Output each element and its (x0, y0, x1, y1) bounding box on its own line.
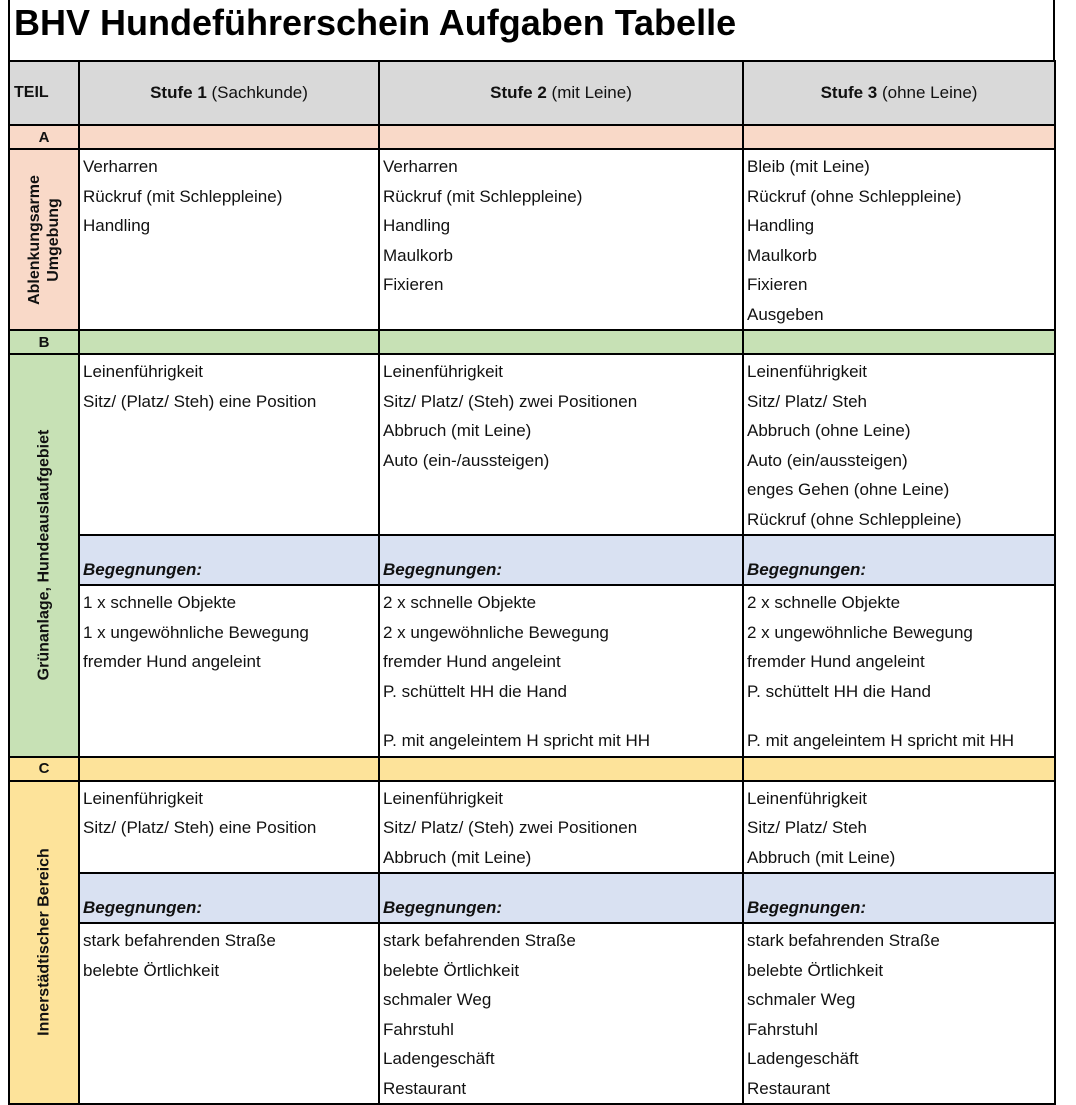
frame-right-border (1053, 0, 1055, 60)
list-item: Handling (747, 216, 815, 235)
section-b-side-label: Grünanlage, Hundeauslaufgebiet (9, 354, 79, 757)
list-item: enges Gehen (ohne Leine) (747, 480, 950, 499)
encounter-label: Begegnungen: (743, 535, 1055, 585)
list-item: Rückruf (ohne Schleppleine) (747, 509, 962, 529)
frame-left-border (8, 0, 10, 60)
list-item: fremder Hund angeleint (83, 652, 261, 671)
header-stufe-3: Stufe 3 (ohne Leine) (743, 61, 1055, 125)
list-item: Sitz/ Platz/ (Steh) zwei Positionen (383, 391, 638, 411)
list-item: Sitz/ (Platz/ Steh) eine Position (83, 391, 317, 411)
header-teil: TEIL (9, 61, 79, 125)
list-item: Handling (83, 216, 151, 235)
list-item: Fahrstuhl (747, 1019, 818, 1039)
section-c-tasks (9, 781, 1055, 874)
list-item: Leinenführigkeit (83, 362, 204, 381)
encounter-cell: 2 x schnelle Objekte 2 x ungewöhnliche Bewegung fremder Hund angeleint P. schüttelt HH die Hand P. mit angeleintem H spricht mit HH (379, 585, 743, 757)
list-item: Maulkorb (383, 245, 453, 265)
list-item: 1 x schnelle Objekte (83, 593, 237, 612)
list-item: Verharren (383, 157, 458, 176)
list-item: 2 x schnelle Objekte (383, 593, 537, 612)
list-item: Handling (383, 216, 451, 235)
task-table (8, 60, 1056, 1105)
section-c-side-label: Innerstädtischer Bereich (9, 781, 79, 1105)
list-item: Leinenführigkeit (383, 788, 504, 808)
list-item: stark befahrenden Straße (747, 931, 940, 950)
list-item: Ladengeschäft (383, 1049, 495, 1068)
encounter-cell (79, 923, 379, 1104)
list-item: schmaler Weg (383, 990, 492, 1009)
list-item: Rückruf (mit Schleppleine) (83, 186, 283, 206)
encounter-label: Begegnungen: (79, 535, 379, 585)
section-letter: A (9, 125, 79, 149)
encounter-label: Begegnungen: (743, 873, 1055, 923)
list-item: Fixieren (383, 275, 444, 294)
header-stufe-2: Stufe 2 (mit Leine) (379, 61, 743, 125)
section-letter: B (9, 330, 79, 354)
section-b-tasks (9, 354, 1055, 535)
list-item: Bleib (mit Leine) (747, 157, 870, 176)
list-item: Leinenführigkeit (747, 788, 868, 808)
list-item: Leinenführigkeit (747, 362, 868, 381)
task-cell (79, 149, 379, 330)
section-a-tasks (9, 149, 1055, 330)
encounter-cell (379, 923, 743, 1104)
list-item: Ausgeben (747, 304, 824, 324)
section-a-row (9, 125, 1055, 149)
section-letter: C (9, 757, 79, 781)
list-item: P. schüttelt HH die Hand (747, 681, 931, 701)
task-cell (743, 781, 1055, 874)
header-stufe-1: Stufe 1 (Sachkunde) (79, 61, 379, 125)
list-item: Sitz/ Platz/ (Steh) zwei Positionen (383, 818, 638, 837)
section-a-side-label: Ablenkungsarme Umgebung (9, 149, 79, 330)
list-item: Leinenführigkeit (383, 362, 504, 381)
list-item: Maulkorb (747, 245, 817, 265)
list-item: 1 x ungewöhnliche Bewegung (83, 622, 309, 642)
list-item: Sitz/ (Platz/ Steh) eine Position (83, 818, 317, 837)
task-cell (743, 354, 1055, 535)
header-row (9, 61, 1055, 125)
list-item: Abbruch (mit Leine) (383, 421, 532, 440)
list-item: Leinenführigkeit (83, 788, 204, 808)
encounter-cell: 2 x schnelle Objekte 2 x ungewöhnliche Bewegung fremder Hund angeleint P. schüttelt HH die Hand P. mit angeleintem H spricht mit HH (743, 585, 1055, 757)
list-item: Rückruf (mit Schleppleine) (383, 186, 583, 206)
list-item: Ladengeschäft (747, 1049, 859, 1068)
list-item: stark befahrenden Straße (383, 931, 576, 950)
section-b-row (9, 330, 1055, 354)
list-item: Verharren (83, 157, 158, 176)
encounter-label: Begegnungen: (79, 873, 379, 923)
list-item: Restaurant (383, 1078, 467, 1098)
task-cell (79, 781, 379, 874)
list-item: 2 x ungewöhnliche Bewegung (383, 622, 609, 642)
list-item: Restaurant (747, 1078, 831, 1098)
task-cell (379, 354, 743, 535)
list-item: Rückruf (ohne Schleppleine) (747, 186, 962, 206)
encounter-cell (743, 923, 1055, 1104)
list-item: schmaler Weg (747, 990, 856, 1009)
section-b-encounter-header (9, 535, 1055, 585)
list-item: Fahrstuhl (383, 1019, 454, 1039)
list-item: belebte Örtlichkeit (83, 960, 220, 980)
list-item: Auto (ein/aussteigen) (747, 450, 908, 470)
list-item: Abbruch (mit Leine) (383, 847, 532, 867)
section-c-row (9, 757, 1055, 781)
list-item: 2 x ungewöhnliche Bewegung (747, 622, 973, 642)
encounter-label: Begegnungen: (379, 873, 743, 923)
list-item: stark befahrenden Straße (83, 931, 276, 950)
list-item: belebte Örtlichkeit (747, 960, 884, 980)
encounter-label: Begegnungen: (379, 535, 743, 585)
list-item: 2 x schnelle Objekte (747, 593, 901, 612)
page-title: BHV Hundeführerschein Aufgaben Tabelle (14, 2, 737, 43)
list-item: Sitz/ Platz/ Steh (747, 391, 867, 411)
list-item: Auto (ein-/aussteigen) (383, 450, 550, 470)
list-item: Sitz/ Platz/ Steh (747, 818, 867, 837)
list-item: fremder Hund angeleint (747, 652, 925, 671)
task-cell (79, 354, 379, 535)
task-cell (743, 149, 1055, 330)
section-c-encounter-header (9, 873, 1055, 923)
list-item: Fixieren (747, 275, 808, 294)
encounter-cell (79, 585, 379, 757)
list-item: P. schüttelt HH die Hand (383, 681, 567, 701)
list-item: Abbruch (ohne Leine) (747, 421, 911, 440)
task-cell (379, 149, 743, 330)
list-item: Abbruch (mit Leine) (747, 847, 896, 867)
section-b-encounters (9, 585, 1055, 757)
list-item: belebte Örtlichkeit (383, 960, 520, 980)
task-cell (379, 781, 743, 874)
list-item: fremder Hund angeleint (383, 652, 561, 671)
section-c-encounters (9, 923, 1055, 1104)
